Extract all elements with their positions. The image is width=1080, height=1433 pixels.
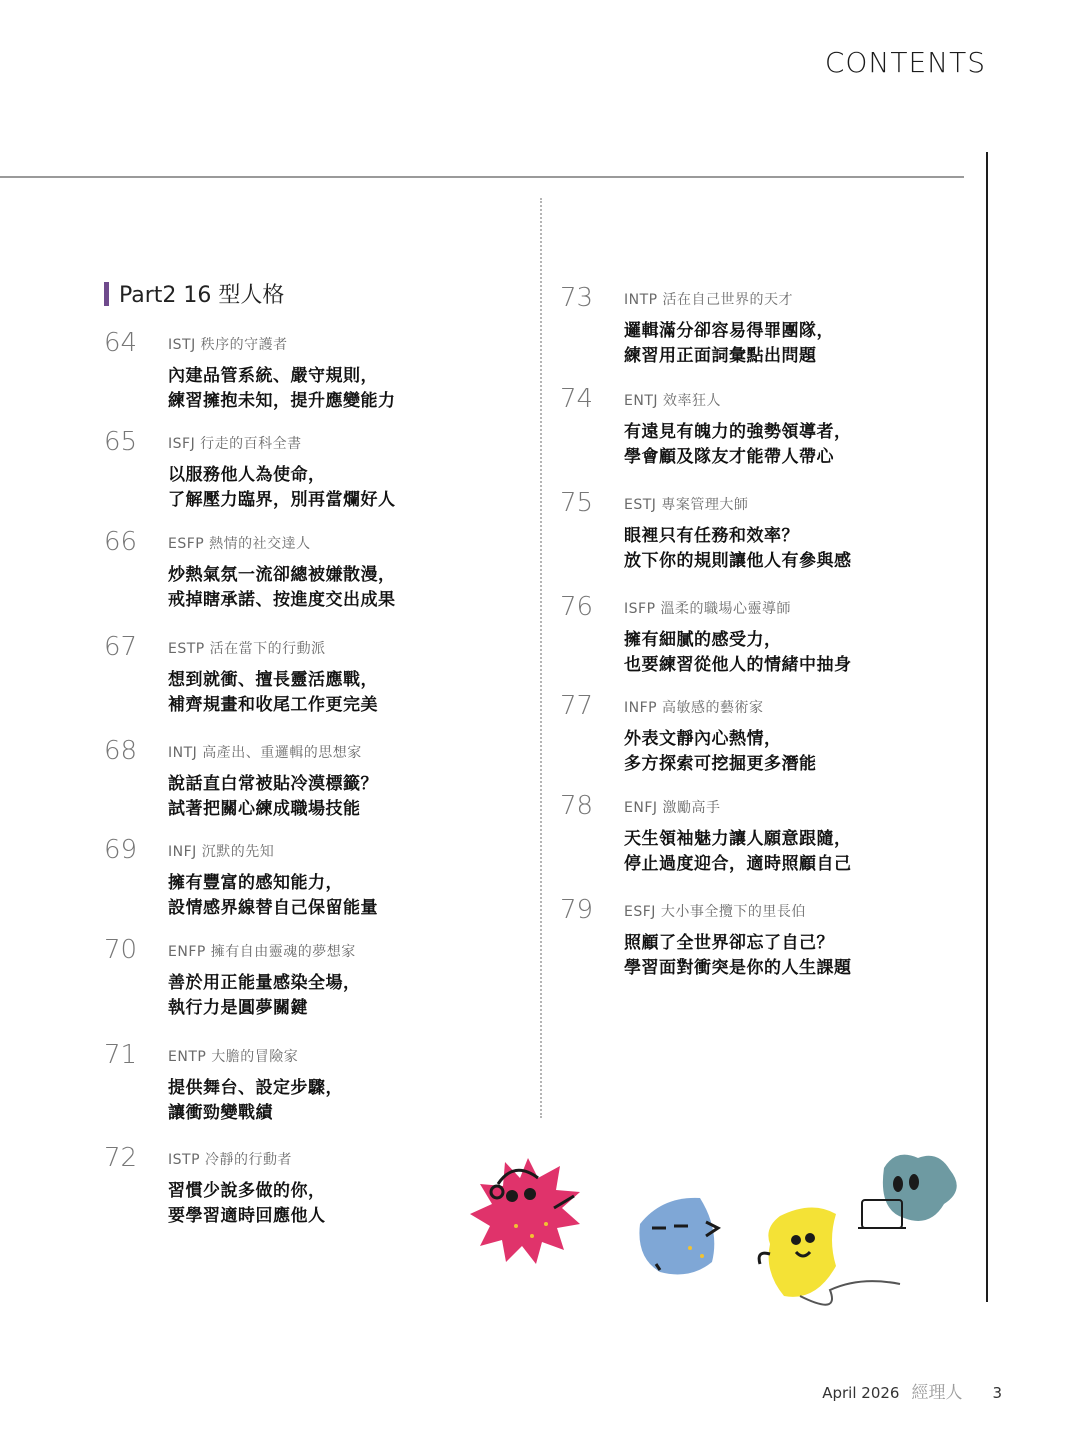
entry-title-line2: 補齊規畫和收尾工作更完美: [168, 695, 378, 715]
entry-title-line1: 說話直白常被貼冷漠標籤？: [168, 774, 378, 794]
entry-title-line2: 也要練習從他人的情緒中抽身: [624, 655, 852, 675]
entry-title-line1: 有遠見有魄力的強勢領導者，: [624, 422, 852, 442]
page-number: 71: [104, 1040, 138, 1070]
entry-title-line1: 以服務他人為使命，: [168, 465, 326, 485]
entry-category: ENFJ 激勵高手: [624, 800, 721, 816]
entry-category: INFP 高敏感的藝術家: [624, 700, 764, 716]
page-number: 75: [560, 488, 594, 518]
page-number: 77: [560, 691, 594, 721]
page-number: 66: [104, 527, 138, 557]
entry-category: ENTJ 效率狂人: [624, 393, 721, 409]
column-divider: [540, 198, 542, 1118]
entry-title-line1: 邏輯滿分卻容易得罪團隊，: [624, 321, 834, 341]
entry-title-line1: 眼裡只有任務和效率？: [624, 526, 799, 546]
yellow-character: [759, 1207, 900, 1304]
entry-title-line2: 放下你的規則讓他人有參與感: [624, 551, 852, 571]
page-number: 70: [104, 935, 138, 965]
entry-title-line2: 練習擁抱未知，提升應變能力: [168, 391, 396, 411]
entry-category: ENTP 大膽的冒險家: [168, 1049, 299, 1065]
page-number: 67: [104, 632, 138, 662]
entry-title-line1: 善於用正能量感染全場，: [168, 973, 361, 993]
entry-title-line2: 執行力是圓夢關鍵: [168, 998, 308, 1018]
entry-category: INTJ 高產出、重邏輯的思想家: [168, 745, 362, 761]
entry-category: ISTP 冷靜的行動者: [168, 1152, 292, 1168]
entry-category: ISFP 溫柔的職場心靈導師: [624, 601, 791, 617]
entry-category: ISFJ 行走的百科全書: [168, 436, 302, 452]
entry-title-line1: 照顧了全世界卻忘了自己？: [624, 933, 834, 953]
page-number: 78: [560, 791, 594, 821]
entry-category: INFJ 沉默的先知: [168, 844, 275, 860]
entry-title-line1: 提供舞台、設定步驟，: [168, 1078, 343, 1098]
footer-page-number: 3: [992, 1384, 1002, 1402]
entry-title-line2: 設情感界線替自己保留能量: [168, 898, 378, 918]
page-number: 76: [560, 592, 594, 622]
entry-title-line1: 天生領袖魅力讓人願意跟隨，: [624, 829, 852, 849]
entry-category: ENFP 擁有自由靈魂的夢想家: [168, 944, 356, 960]
entry-category: ESTJ 專案管理大師: [624, 497, 749, 513]
entry-title-line1: 想到就衝、擅長靈活應戰，: [168, 670, 378, 690]
page-title: CONTENTS: [824, 46, 986, 79]
entry-title-line2: 學習面對衝突是你的人生課題: [624, 958, 852, 978]
header-rule: [0, 176, 964, 178]
entry-title-line1: 外表文靜內心熱情，: [624, 729, 782, 749]
magazine-brand: 經理人: [911, 1383, 963, 1403]
entry-category: ISTJ 秩序的守護者: [168, 337, 288, 353]
entry-title-line1: 習慣少說多做的你，: [168, 1181, 326, 1201]
entry-category: ESFJ 大小事全攬下的里長伯: [624, 904, 806, 920]
right-edge-rule: [986, 152, 988, 1302]
section-accent-bar: [104, 282, 109, 306]
entry-title-line1: 擁有細膩的感受力，: [624, 630, 782, 650]
entry-title-line2: 停止過度迎合，適時照顧自己: [624, 854, 852, 874]
page-number: 68: [104, 736, 138, 766]
page-number: 74: [560, 384, 594, 414]
page-number: 64: [104, 328, 138, 358]
pink-spiky-character: [470, 1158, 580, 1264]
page-number: 69: [104, 835, 138, 865]
entry-title-line2: 試著把關心練成職場技能: [168, 799, 361, 819]
page-number: 65: [104, 427, 138, 457]
entry-title-line1: 內建品管系統、嚴守規則，: [168, 366, 378, 386]
entry-title-line1: 炒熱氣氛一流卻總被嫌散漫，: [168, 565, 396, 585]
entry-title-line2: 多方探索可挖掘更多潛能: [624, 754, 817, 774]
entry-title-line2: 練習用正面詞彙點出問題: [624, 346, 817, 366]
section-title: Part2 16 型人格: [119, 283, 285, 308]
entry-title-line2: 戒掉瞎承諾、按進度交出成果: [168, 590, 396, 610]
entry-title-line2: 要學習適時回應他人: [168, 1206, 326, 1226]
entry-title-line2: 了解壓力臨界，別再當爛好人: [168, 490, 396, 510]
entry-category: INTP 活在自己世界的天才: [624, 292, 794, 308]
page-number: 79: [560, 895, 594, 925]
page-number: 73: [560, 283, 594, 313]
entry-title-line2: 學會顧及隊友才能帶人帶心: [624, 447, 834, 467]
teal-character: [858, 1155, 957, 1228]
entry-title-line1: 擁有豐富的感知能力，: [168, 873, 343, 893]
entry-title-line2: 讓衝勁變戰績: [168, 1103, 273, 1123]
issue-date: April 2026: [822, 1384, 900, 1402]
section-heading: [104, 278, 284, 309]
entry-category: ESFP 熱情的社交達人: [168, 536, 311, 552]
blue-character: [639, 1198, 718, 1275]
page-number: 72: [104, 1143, 138, 1173]
entry-category: ESTP 活在當下的行動派: [168, 641, 326, 657]
page-footer: [822, 1378, 1002, 1403]
